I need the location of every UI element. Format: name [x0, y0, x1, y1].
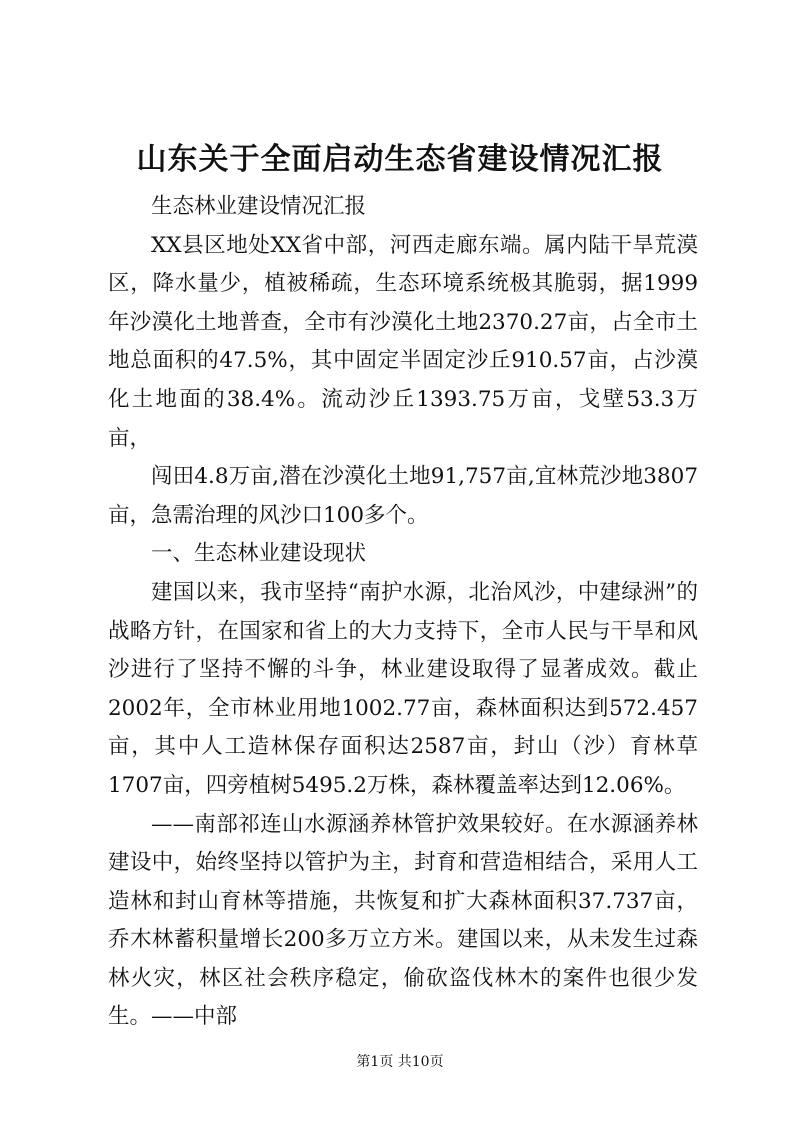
page-footer: 第1页 共10页 [356, 1054, 444, 1070]
section-heading: 一、生态林业建设现状 [151, 541, 367, 567]
paragraph: 闯田4.8万亩,潜在沙漠化土地91,757亩,宜林荒沙地3807亩，急需治理的风沙口100多个。 [108, 464, 698, 528]
paragraph: XX县区地处XX省中部，河西走廊东端。属内陆干旱荒漠区，降水量少，植被稀疏，生态环境系统极其脆弱，据1999年沙漠化土地普查，全市有沙漠化土地2370.27亩，占全市土地总面积的47.5%，其中固定半固定沙丘910.57亩，占沙漠化土地面的38.4%。流动沙丘1393.75万亩，戈壁53.3万亩， [108, 232, 698, 451]
section-heading: 生态林业建设情况汇报 [151, 194, 367, 219]
paragraph: ——南部祁连山水源涵养林管护效果较好。在水源涵养林建设中，始终坚持以管护为主，封育和营造相结合，采用人工造林和封山育林等措施，共恢复和扩大森林面积37.737亩，乔木林蓄积量增长200多万立方米。建国以来，从未发生过森林火灾，林区社会秩序稳定，偷砍盗伐林木的案件也很少发生。——中部 [108, 811, 698, 1030]
paragraph: 建国以来，我市坚持“南护水源，北治风沙，中建绿洲”的战略方针，在国家和省上的大力支持下，全市人民与干旱和风沙进行了坚持不懈的斗争，林业建设取得了显著成效。截止2002年，全市林业用地1002.77亩，森林面积达到572.457亩，其中人工造林保存面积达2587亩，封山（沙）育林草1707亩，四旁植树5495.2万株，森林覆盖率达到12.06%。 [108, 579, 698, 798]
document-title: 山东关于全面启动生态省建设情况汇报 [136, 142, 664, 177]
document-body [108, 188, 698, 1037]
